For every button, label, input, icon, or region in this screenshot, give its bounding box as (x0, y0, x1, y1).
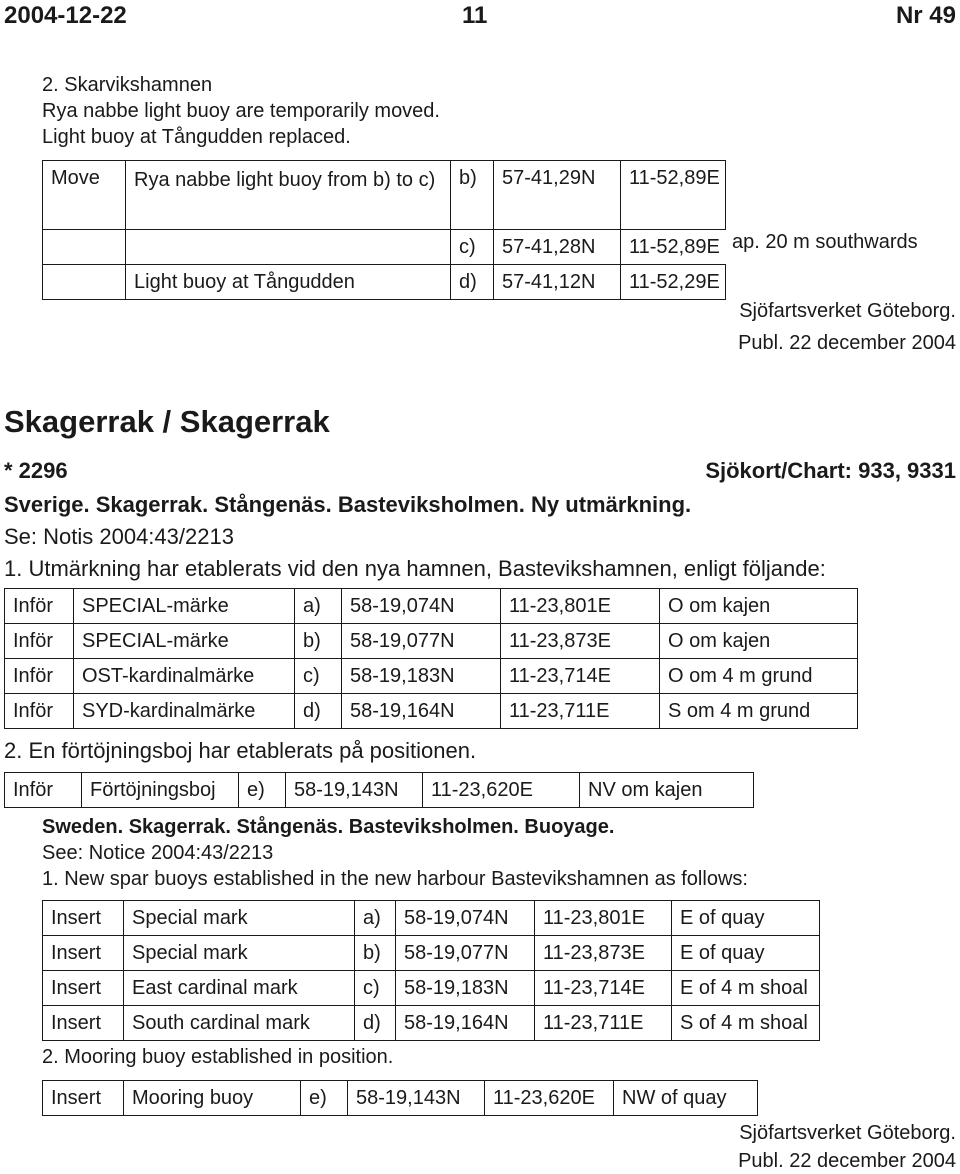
notice2-signature-line2: Publ. 22 december 2004 (738, 1150, 956, 1172)
notice2-table-mooring-en (42, 1080, 758, 1116)
table-cell: Inför (5, 694, 74, 729)
table-cell: 58-19,074N (342, 589, 501, 624)
table-cell: S om 4 m grund (660, 694, 858, 729)
notice1-signature-line2: Publ. 22 december 2004 (738, 332, 956, 354)
table-cell: O om 4 m grund (660, 659, 858, 694)
table-cell: e) (301, 1081, 348, 1116)
table-cell: 11-23,801E (501, 589, 660, 624)
table-cell (43, 265, 126, 300)
notice2-paragraph1-sv: 1. Utmärkning har etablerats vid den nya hamnen, Bastevikshamnen, enligt följande: (4, 556, 826, 581)
table-row (43, 1081, 758, 1116)
table-row (43, 1006, 820, 1041)
table-cell: OST-kardinalmärke (74, 659, 295, 694)
table-cell: a) (355, 901, 396, 936)
table-cell: Insert (43, 901, 124, 936)
table-cell: Insert (43, 971, 124, 1006)
table-cell: 11-23,801E (535, 901, 672, 936)
table-cell: 11-23,714E (535, 971, 672, 1006)
table-cell: 58-19,183N (396, 971, 535, 1006)
notice2-title-en: Sweden. Skagerrak. Stångenäs. Basteviksholmen. Buoyage. (42, 816, 615, 838)
table-cell: 57-41,28N (494, 230, 621, 265)
notice1-signature-line1: Sjöfartsverket Göteborg. (739, 300, 956, 322)
table-cell: NV om kajen (580, 773, 754, 808)
header-issue-number: Nr 49 (895, 2, 956, 29)
table-cell (126, 230, 451, 265)
table-cell: South cardinal mark (124, 1006, 355, 1041)
table-cell: 11-23,620E (423, 773, 580, 808)
header-page-number: 11 (462, 2, 488, 29)
table-cell: Mooring buoy (124, 1081, 301, 1116)
table-cell: O om kajen (660, 589, 858, 624)
table-cell: 11-52,29E (621, 265, 726, 300)
table-cell: SPECIAL-märke (74, 589, 295, 624)
table-row (43, 971, 820, 1006)
table-cell: 58-19,183N (342, 659, 501, 694)
table-cell: 58-19,143N (348, 1081, 485, 1116)
notice1-row2-remark: ap. 20 m southwards (732, 231, 918, 253)
table-cell: 57-41,12N (494, 265, 621, 300)
table-row (43, 230, 726, 265)
table-cell: c) (451, 230, 494, 265)
table-cell: 11-23,714E (501, 659, 660, 694)
table-cell: 58-19,143N (286, 773, 423, 808)
table-cell: 58-19,077N (342, 624, 501, 659)
notice2-signature-line1: Sjöfartsverket Göteborg. (739, 1122, 956, 1144)
table-cell: b) (451, 161, 494, 230)
notice2-table-buoys-en (42, 900, 820, 1041)
table-cell: 11-23,873E (535, 936, 672, 971)
table-row (5, 773, 754, 808)
table-cell: Special mark (124, 901, 355, 936)
notice2-paragraph2-sv: 2. En förtöjningsboj har etablerats på positionen. (4, 738, 477, 763)
table-row (5, 694, 858, 729)
table-row (43, 161, 726, 230)
notice2-paragraph2-en: 2. Mooring buoy established in position. (42, 1046, 394, 1068)
table-cell: SYD-kardinalmärke (74, 694, 295, 729)
table-row (43, 901, 820, 936)
table-cell: NW of quay (614, 1081, 758, 1116)
table-cell: 11-52,89E (621, 161, 726, 230)
table-row (43, 936, 820, 971)
notice2-number: * 2296 (4, 458, 68, 483)
section-title: Skagerrak / Skagerrak (4, 404, 330, 439)
table-row (5, 659, 858, 694)
table-cell: Insert (43, 1006, 124, 1041)
notice2-title-sv: Sverige. Skagerrak. Stångenäs. Basteviksholmen. Ny utmärkning. (4, 492, 692, 517)
table-cell: b) (295, 624, 342, 659)
table-cell: Förtöjningsboj (82, 773, 239, 808)
table-cell: 11-23,711E (535, 1006, 672, 1041)
table-cell: c) (355, 971, 396, 1006)
notice2-table-mooring-sv (4, 772, 754, 808)
notice1-line1: Rya nabbe light buoy are temporarily moved. (42, 100, 440, 122)
table-cell: Move (43, 161, 126, 230)
table-cell: d) (451, 265, 494, 300)
table-cell: S of 4 m shoal (672, 1006, 820, 1041)
table-cell: Inför (5, 624, 74, 659)
table-cell: E of 4 m shoal (672, 971, 820, 1006)
table-cell: 11-52,89E (621, 230, 726, 265)
notice2-table-buoys-sv (4, 588, 858, 729)
table-cell: 57-41,29N (494, 161, 621, 230)
table-cell: Light buoy at Tångudden (126, 265, 451, 300)
table-row (5, 624, 858, 659)
table-cell: Inför (5, 773, 82, 808)
table-cell: O om kajen (660, 624, 858, 659)
table-row (5, 589, 858, 624)
notice2-paragraph1-en: 1. New spar buoys established in the new harbour Bastevikshamnen as follows: (42, 868, 748, 890)
table-cell: c) (295, 659, 342, 694)
table-cell: Insert (43, 936, 124, 971)
notice1-table (42, 160, 726, 300)
table-cell: a) (295, 589, 342, 624)
table-cell: East cardinal mark (124, 971, 355, 1006)
table-cell: E of quay (672, 901, 820, 936)
table-cell: Insert (43, 1081, 124, 1116)
table-cell: Inför (5, 659, 74, 694)
table-cell: Inför (5, 589, 74, 624)
table-cell: e) (239, 773, 286, 808)
table-cell: b) (355, 936, 396, 971)
table-cell: 58-19,074N (396, 901, 535, 936)
table-cell: 58-19,164N (396, 1006, 535, 1041)
table-cell: d) (355, 1006, 396, 1041)
table-cell: d) (295, 694, 342, 729)
header-date: 2004-12-22 (4, 2, 127, 29)
table-cell: 58-19,077N (396, 936, 535, 971)
table-cell: 11-23,620E (485, 1081, 614, 1116)
table-cell: E of quay (672, 936, 820, 971)
notice1-line2: Light buoy at Tångudden replaced. (42, 126, 351, 148)
table-cell: Special mark (124, 936, 355, 971)
table-cell: 11-23,711E (501, 694, 660, 729)
table-row (43, 265, 726, 300)
table-cell: 58-19,164N (342, 694, 501, 729)
table-cell (43, 230, 126, 265)
notice2-chart-ref: Sjökort/Chart: 933, 9331 (705, 458, 956, 483)
notice1-title: 2. Skarvikshamnen (42, 74, 213, 96)
table-cell: 11-23,873E (501, 624, 660, 659)
notice2-reference-en: See: Notice 2004:43/2213 (42, 842, 274, 864)
table-cell: SPECIAL-märke (74, 624, 295, 659)
table-cell: Rya nabbe light buoy from b) to c) (126, 161, 451, 230)
notice2-reference-sv: Se: Notis 2004:43/2213 (4, 524, 234, 549)
